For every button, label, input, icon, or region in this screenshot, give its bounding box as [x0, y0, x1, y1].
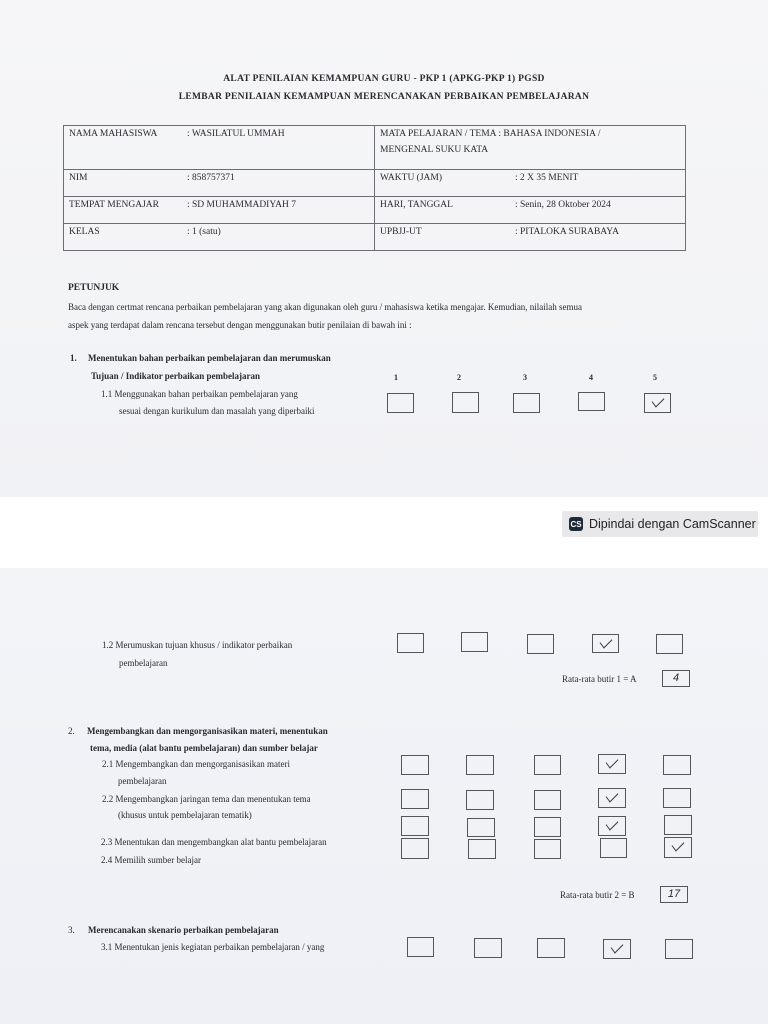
item-2-1-score-3-checkbox[interactable] [534, 755, 561, 775]
section-3-number: 3. [68, 925, 75, 935]
item-3-1-score-2-checkbox[interactable] [474, 938, 502, 958]
avg-1-label: Rata-rata butir 1 = A [562, 674, 637, 684]
section-1-title-cont: Tujuan / Indikator perbaikan pembelajaran [91, 371, 261, 381]
section-2-title: Mengembangkan dan mengorganisasikan materi, menentukan [87, 726, 328, 736]
scale-label-3: 3 [523, 373, 527, 382]
item-2-2-score-3-checkbox[interactable] [534, 790, 561, 810]
petunjuk-line-1: Baca dengan certmat rencana perbaikan pembelajaran yang akan digunakan oleh guru / mahasiswa ketika mengajar. Kemudian, nilailah semua [68, 302, 583, 312]
upbjj-value: : PITALOKA SURABAYA [515, 227, 619, 237]
tempat-value: : SD MUHAMMADIYAH 7 [187, 200, 296, 210]
item-2-2-score-1-checkbox[interactable] [401, 789, 429, 809]
item-1-2-score-5-checkbox[interactable] [656, 634, 683, 654]
scale-label-5: 5 [653, 373, 657, 382]
section-2-number: 2. [68, 726, 75, 736]
camscanner-logo-icon: CS [569, 517, 583, 531]
item-2-1-score-1-checkbox[interactable] [401, 755, 429, 775]
item-1-1-score-2-checkbox[interactable] [452, 392, 479, 413]
nama-label: NAMA MAHASISWA [69, 129, 158, 139]
item-2-3-score-3-checkbox[interactable] [534, 817, 561, 837]
item-2-2-score-2-checkbox[interactable] [466, 790, 494, 810]
avg-2-label: Rata-rata butir 2 = B [560, 890, 635, 900]
item-1-1-score-3-checkbox[interactable] [513, 393, 540, 413]
item-2-1-score-5-checkbox[interactable] [663, 755, 691, 775]
item-2-3-score-2-checkbox[interactable] [467, 818, 495, 837]
item-2-2-label-cont: (khusus untuk pembelajaran tematik) [118, 810, 252, 820]
section-1-title: Menentukan bahan perbaikan pembelajaran dan merumuskan [88, 353, 331, 363]
item-2-1-score-2-checkbox[interactable] [466, 755, 494, 775]
avg-1-value: 4 [662, 670, 690, 687]
item-3-1-label: 3.1 Menentukan jenis kegiatan perbaikan pembelajaran / yang [101, 942, 325, 952]
item-2-3-label: 2.3 Menentukan dan mengembangkan alat bantu pembelajaran [101, 837, 327, 847]
scan-page-2 [0, 568, 768, 1024]
scale-label-4: 4 [589, 373, 593, 382]
item-3-1-score-5-checkbox[interactable] [665, 939, 693, 959]
scale-label-1: 1 [394, 373, 398, 382]
item-2-1-label-cont: pembelajaran [118, 776, 167, 786]
item-2-4-score-2-checkbox[interactable] [468, 839, 496, 859]
identity-table [63, 125, 686, 251]
scan-page-1 [0, 0, 768, 497]
item-2-4-score-5-checkbox[interactable] [664, 837, 692, 858]
item-1-2-score-3-checkbox[interactable] [527, 634, 554, 654]
item-1-1-score-4-checkbox[interactable] [578, 392, 605, 411]
form-subtitle: LEMBAR PENILAIAN KEMAMPUAN MERENCANAKAN PERBAIKAN PEMBELAJARAN [178, 92, 590, 102]
nama-value: : WASILATUL UMMAH [187, 129, 285, 139]
item-1-2-label-cont: pembelajaran [119, 658, 168, 668]
hari-label: HARI, TANGGAL [380, 200, 453, 210]
section-2-title-cont: tema, media (alat bantu pembelajaran) dan sumber belajar [90, 743, 318, 753]
item-2-2-label: 2.2 Mengembangkan jaringan tema dan menentukan tema [102, 794, 311, 804]
item-1-1-label-cont: sesuai dengan kurikulum dan masalah yang diperbaiki [119, 406, 315, 416]
item-3-1-score-3-checkbox[interactable] [537, 938, 565, 958]
item-1-2-score-4-checkbox[interactable] [592, 634, 619, 653]
item-1-1-label: 1.1 Menggunakan bahan perbaikan pembelajaran yang [101, 389, 298, 399]
item-2-3-score-1-checkbox[interactable] [401, 816, 429, 836]
item-2-1-label: 2.1 Mengembangkan dan mengorganisasikan materi [102, 759, 291, 769]
camscanner-text: Dipindai dengan CamScanner [589, 517, 756, 531]
item-3-1-score-4-checkbox[interactable] [603, 939, 631, 959]
item-1-2-score-2-checkbox[interactable] [461, 632, 488, 652]
item-2-4-label: 2.4 Memilih sumber belajar [101, 855, 201, 865]
item-2-4-score-1-checkbox[interactable] [401, 838, 429, 859]
section-1-number: 1. [70, 353, 77, 363]
form-title: ALAT PENILAIAN KEMAMPUAN GURU - PKP 1 (APKG-PKP 1) PGSD [223, 74, 545, 84]
item-3-1-score-1-checkbox[interactable] [407, 937, 434, 957]
camscanner-watermark [562, 511, 758, 537]
mapel-value: MENGENAL SUKU KATA [380, 145, 489, 155]
nim-label: NIM [69, 173, 88, 183]
item-2-3-score-4-checkbox[interactable] [598, 816, 626, 836]
item-1-2-label: 1.2 Merumuskan tujuan khusus / indikator perbaikan [102, 640, 293, 650]
item-2-4-score-4-checkbox[interactable] [600, 838, 627, 858]
item-2-1-score-4-checkbox[interactable] [598, 754, 626, 774]
item-1-1-score-1-checkbox[interactable] [387, 393, 414, 413]
kelas-value: : 1 (satu) [187, 227, 221, 237]
section-3-title: Merencanakan skenario perbaikan pembelajaran [88, 925, 279, 935]
petunjuk-line-2: aspek yang terdapat dalam rencana tersebut dengan menggunakan butir penilaian di bawah ini : [68, 320, 412, 330]
tempat-label: TEMPAT MENGAJAR [69, 200, 160, 210]
kelas-label: KELAS [69, 227, 100, 237]
item-1-1-score-5-checkbox[interactable] [644, 393, 671, 413]
petunjuk-title: PETUNJUK [68, 283, 120, 293]
item-2-3-score-5-checkbox[interactable] [664, 815, 692, 835]
waktu-value: : 2 X 35 MENIT [515, 173, 579, 183]
item-1-2-score-1-checkbox[interactable] [397, 633, 424, 653]
item-2-4-score-3-checkbox[interactable] [534, 839, 561, 859]
waktu-label: WAKTU (JAM) [380, 173, 443, 183]
nim-value: : 858757371 [187, 173, 235, 183]
avg-2-value: 17 [660, 886, 688, 903]
scale-label-2: 2 [457, 373, 461, 382]
mapel-label: MATA PELAJARAN / TEMA : BAHASA INDONESIA / [380, 129, 601, 139]
hari-value: : Senin, 28 Oktober 2024 [515, 200, 611, 210]
item-2-2-score-4-checkbox[interactable] [598, 788, 626, 808]
item-2-2-score-5-checkbox[interactable] [663, 788, 691, 808]
upbjj-label: UPBJJ-UT [380, 227, 422, 237]
